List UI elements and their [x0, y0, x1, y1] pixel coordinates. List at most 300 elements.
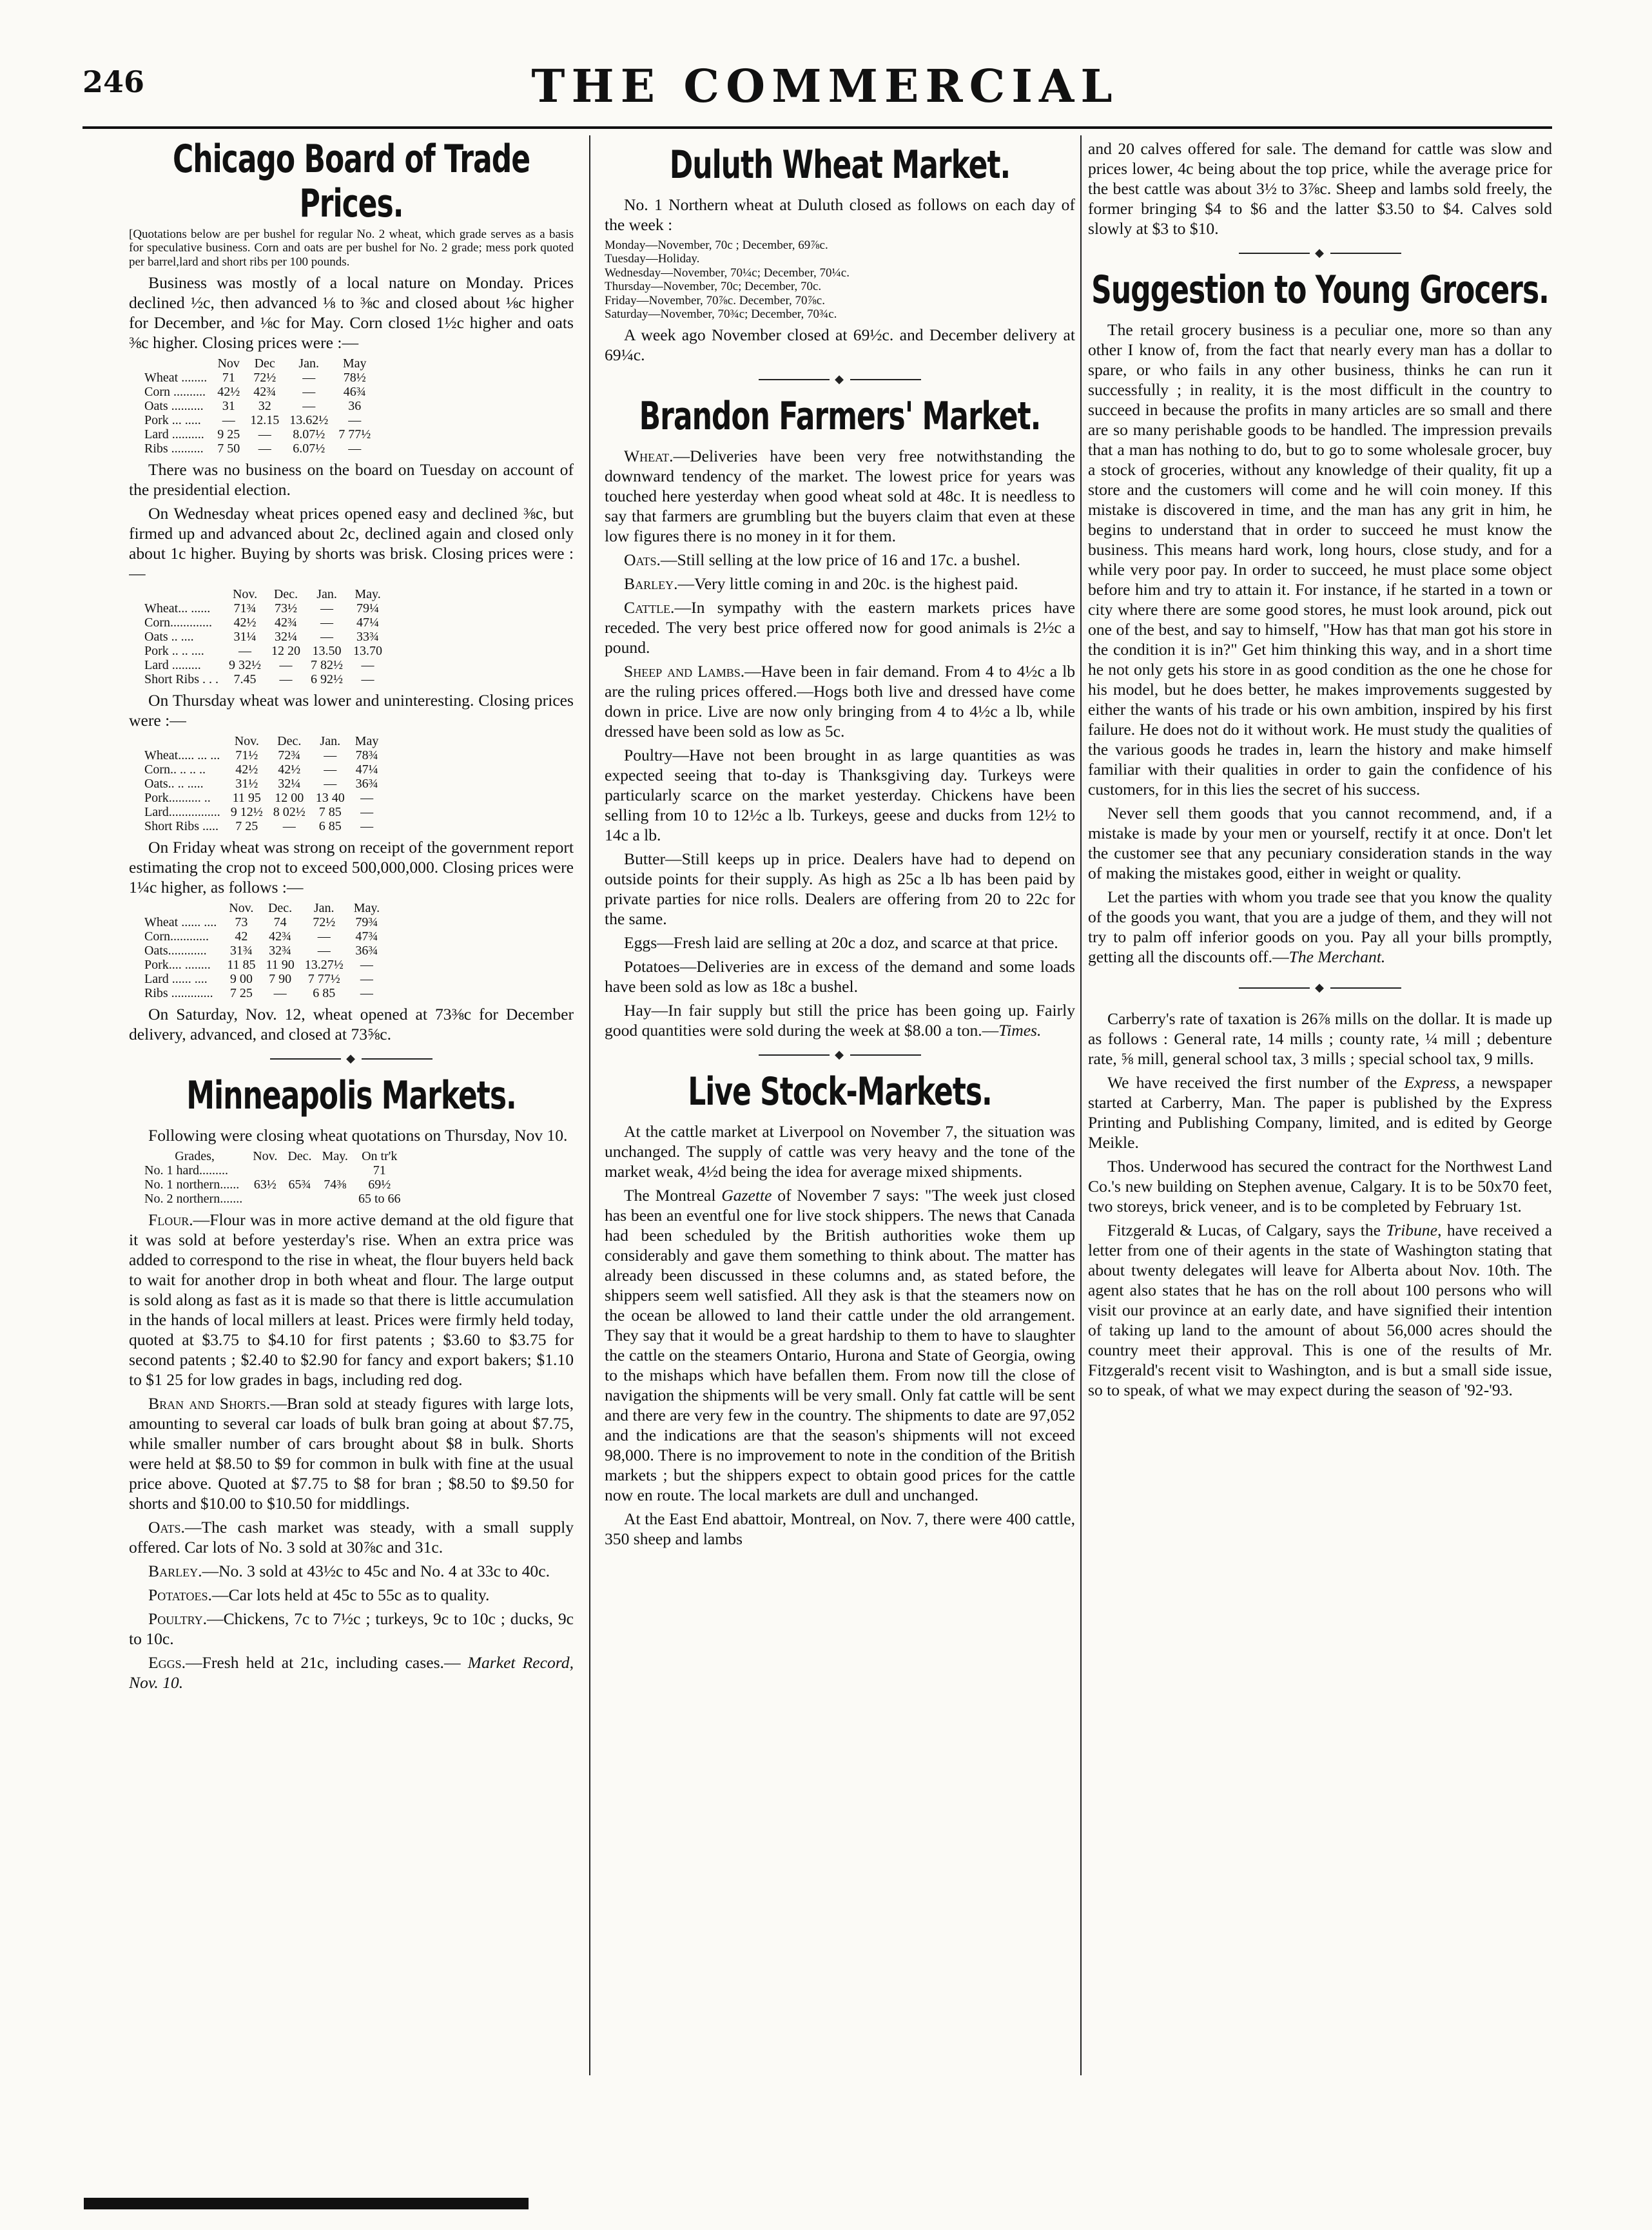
table-row [142, 986, 385, 1000]
headline-chicago: Chicago Board of Trade Prices. [172, 139, 530, 226]
source: Market Record, Nov. 10. [129, 1653, 574, 1692]
livestock-p2 [605, 1185, 1075, 1505]
column-header: Jan. [298, 356, 320, 371]
table-cell: 42½ [217, 385, 240, 400]
table-cell: 63½ [253, 1178, 277, 1192]
table-row [142, 819, 384, 833]
table-cell: — [324, 748, 337, 763]
table-cell: 47¾ [355, 929, 378, 944]
table-cell: — [282, 819, 296, 834]
table-cell: 7 82½ [311, 658, 344, 673]
text: —Chickens, 7c to 7½c ; turkeys, 9c to 10c ; ducks, 9c to 10c. [129, 1609, 574, 1649]
table-cell: 32¾ [269, 944, 292, 958]
table-cell: Lard .......... [144, 427, 204, 442]
column-header: May. [353, 901, 380, 916]
table-cell: Corn.. .. .. .. [144, 762, 206, 777]
brandon-hay [605, 1000, 1075, 1040]
table-row [142, 972, 385, 986]
label: Oats. [148, 1518, 185, 1537]
headline-duluth: Duluth Wheat Market. [669, 143, 1011, 188]
source: Times. [998, 1021, 1042, 1040]
table-row [142, 944, 385, 958]
list-item: Saturday—November, 70¾c; December, 70¾c. [605, 307, 837, 322]
table-cell: 72¾ [278, 748, 301, 763]
table-cell: Pork.... ........ [144, 958, 211, 973]
section-divider: ◆ [129, 1052, 574, 1065]
column-header: Nov. [232, 587, 258, 602]
table-cell: 7 25 [235, 819, 258, 834]
table-cell: 7 25 [229, 986, 253, 1001]
suggestion-p2: Never sell them goods that you cannot recommend, and, if a mistake is made by your men or yourself, rectify it at once. Don't let the customer see that any pecuniary consideration stands in the way of making the mistakes good, either in weight or quality. [1088, 804, 1552, 882]
column-header: Dec [254, 356, 275, 371]
table-cell: 65 to 66 [358, 1192, 401, 1207]
text: Let the parties with whom you trade see that you know the quality of the goods you want, that you are a judge of them, and they will not try to palm off inferior goods on you. Pay all your bills promptly, getting all the discounts off.— [1088, 887, 1552, 966]
table-row [142, 630, 387, 644]
table-cell: 42¾ [269, 929, 292, 944]
table-cell: 6 92½ [311, 672, 344, 687]
brandon-wheat [605, 446, 1075, 546]
publication: Express [1404, 1073, 1456, 1092]
table-cell: — [320, 601, 334, 616]
minneapolis-barley [129, 1561, 574, 1581]
minneapolis-eggs [129, 1653, 574, 1692]
table-cell: No. 1 northern...... [144, 1178, 240, 1192]
table-cell: 13.62½ [289, 413, 329, 428]
table-cell: 13 40 [315, 791, 345, 806]
table-cell [282, 1163, 316, 1178]
table-cell: 42½ [235, 762, 258, 777]
minneapolis-potatoes [129, 1585, 574, 1605]
table-row [142, 385, 376, 399]
table-row [142, 915, 385, 929]
table-cell: 73 [235, 915, 248, 930]
livestock-continued: and 20 calves offered for sale. The demand for cattle was slow and prices lower, 4c being about the top price, while the average price for the best cattle was about 3½ to 3⅞c. Sheep and lambs sold freely, the former bringing $4 to $6 and the latter $3.50 to $4. Calves sold slowly at $3 to $10. [1088, 139, 1552, 238]
column-header: Nov. [234, 734, 259, 749]
table-cell: Corn............. [144, 616, 212, 630]
table-cell: 46¾ [343, 385, 366, 400]
table-cell: 74⅜ [324, 1178, 347, 1192]
chicago-p3: On Wednesday wheat prices opened easy and declined ⅜c, but firmed up and advanced about 2c, declined again and closed only about 1c higher. Buying by shorts was brisk. Closing prices were :— [129, 504, 574, 583]
table-cell [248, 1163, 282, 1178]
livestock-p1: At the cattle market at Liverpool on November 7, the situation was unchanged. The supply of cattle was very heavy and the tone of the market weak, 4½d being the idea for average mixed shipments. [605, 1122, 1075, 1181]
table-cell: 72½ [313, 915, 336, 930]
table-cell: 42½ [233, 616, 257, 630]
table-cell: — [348, 441, 362, 456]
minneapolis-p1: Following were closing wheat quotations on Thursday, Nov 10. [148, 1126, 568, 1145]
table-row [142, 762, 384, 777]
table-cell: — [324, 777, 337, 791]
table-cell: — [320, 630, 334, 645]
table-cell: Pork .. .. .... [144, 644, 204, 659]
underwood-note: Thos. Underwood has secured the contract for the Northwest Land Co.'s new building on Stephen avenue, Calgary. It is to be 50x70 feet, two storeys, brick veneer, and is to be completed by February 1st. [1088, 1157, 1552, 1216]
price-table [142, 1149, 406, 1206]
column-header: Nov [217, 356, 240, 371]
table-row [142, 644, 387, 658]
table-cell: 32 [258, 399, 271, 414]
column-header: May [355, 734, 379, 749]
minneapolis-bran [129, 1393, 574, 1513]
table-cell: 8.07½ [293, 427, 326, 442]
table-cell: 9 32½ [229, 658, 262, 673]
table-cell: 71 [373, 1163, 386, 1178]
table-cell: Pork ... ..... [144, 413, 201, 428]
column-header: Nov. [253, 1149, 278, 1164]
table-cell: 32¼ [278, 777, 301, 791]
bottom-rule [84, 2198, 529, 2209]
brandon-sheep [605, 661, 1075, 741]
column-header: Grades, [175, 1149, 215, 1164]
table-row [142, 805, 384, 819]
label: Sheep and Lambs. [624, 662, 745, 681]
table-cell: 13.27½ [304, 958, 344, 973]
table-cell: 32¼ [275, 630, 298, 645]
table-row [142, 371, 376, 385]
table-cell: 47¼ [355, 762, 378, 777]
table-cell: — [273, 986, 287, 1001]
brandon-barley [605, 574, 1075, 594]
table-cell: 12 00 [275, 791, 304, 806]
table-cell: — [348, 413, 362, 428]
label: Potatoes. [148, 1585, 212, 1605]
column-header: Dec. [267, 901, 293, 916]
text: —Have been in fair demand. From 4 to 4½c a lb are the ruling prices offered.—Hogs both live and dressed have come down in price. Live are now only bringing from 4 to 4½c a lb, while dressed have been sold as low as 5c. [605, 662, 1075, 741]
text: —Still selling at the low price of 16 and 17c. a bushel. [660, 550, 1020, 570]
list-item: Tuesday—Holiday. [605, 252, 700, 266]
duluth-daily-list [605, 238, 1075, 321]
text: —The cash market was steady, with a small supply offered. Car lots of No. 3 sold at 30⅞c and 31c. [129, 1518, 574, 1557]
table-cell: — [302, 371, 316, 385]
price-table [142, 356, 376, 456]
price-table [142, 587, 387, 686]
express-note [1088, 1072, 1552, 1152]
chicago-p6: On Saturday, Nov. 12, wheat opened at 73⅜c for December delivery, advanced, and closed at 73⅝c. [129, 1005, 574, 1044]
table-cell: — [360, 958, 373, 973]
table-cell: 9 12½ [230, 805, 263, 820]
column-header: Dec. [287, 1149, 312, 1164]
brandon-potatoes: Potatoes—Deliveries are in excess of the demand and some loads have been sold as low as 18c a bushel. [605, 957, 1075, 996]
table-cell: — [361, 672, 374, 687]
table-cell: 8 02½ [273, 805, 306, 820]
label: Poultry. [148, 1609, 207, 1629]
label: Oats. [624, 550, 661, 570]
headline-livestock: Live Stock-Markets. [688, 1070, 992, 1115]
chicago-p5: On Friday wheat was strong on receipt of the government report estimating the crop not to exceed 500,000,000. Closing prices were 1¼c higher, as follows :— [129, 838, 574, 897]
table-header-row [142, 1149, 406, 1163]
table-cell: 7 90 [269, 972, 292, 987]
text: —Car lots held at 45c to 55c as to quality. [211, 1585, 490, 1605]
table-cell: Wheat ...... .... [144, 915, 217, 930]
table-cell [248, 1192, 282, 1206]
table-row [142, 791, 384, 805]
table-header-row [142, 587, 387, 601]
table-cell: 71 [222, 371, 235, 385]
table-cell: 31¾ [229, 944, 253, 958]
column-header [142, 734, 226, 748]
table-row [142, 929, 385, 944]
table-cell: 9 25 [217, 427, 240, 442]
table-row [142, 601, 387, 616]
table-cell: — [302, 399, 316, 414]
brandon-poultry: Poultry—Have not been brought in as large quantities as was expected seeing that to-day is Thanksgiving day. Turkeys were particularly scarce on the market yesterday. Chickens have been selling from 10 to 12½c a lb. Turkeys, geese and ducks from 12½ to 14c a lb. [605, 746, 1075, 845]
text: The Montreal [624, 1186, 722, 1205]
table-row [142, 958, 385, 972]
text: of November 7 says: "The week just closed has been an eventful one for live stock shippers. The news that Canada had been scheduled by the British authorities woke them up considerably and gave them something to think about. The matter has already been discussed in these columns and, as stated before, the shippers seem well satisfied. All they ask is that the steamers now on the ocean be allowed to land their cattle under the old arrangement. They say that it would be a great hardship to them to have to slaughter the cattle on the steamers Ontario, Hurona and State of Georgia, owing to the mishaps which have befallen them. From now till the close of navigation the shipments will be very small. Only fat cattle will be sent and there are very few in the country. The shipments to date are 97,052 and the indications are that the season's shipments will not exceed 98,000. There is no improvement to note in the condition of the British markets ; but the shippers expect to obtain good prices for the cattle now en route. The local markets are dull and unchanged. [605, 1186, 1075, 1505]
table-cell: Wheat... ...... [144, 601, 211, 616]
table-cell: 79¾ [355, 915, 378, 930]
list-item: Wednesday—November, 70¼c; December, 70¼c. [605, 266, 850, 280]
table-header-row [142, 734, 384, 748]
table-cell: 6 85 [318, 819, 342, 834]
source: The Merchant. [1288, 947, 1386, 966]
publication: Gazette [721, 1186, 772, 1205]
table-cell: 6.07½ [293, 441, 326, 456]
column-header: May. [322, 1149, 348, 1164]
table-cell: Pork.......... .. [144, 791, 211, 806]
column-header [142, 587, 224, 601]
table-row [142, 441, 376, 456]
table-cell: Corn .......... [144, 385, 206, 400]
label: Cattle. [624, 598, 675, 617]
table-cell: 42½ [278, 762, 301, 777]
table-cell: — [302, 385, 316, 400]
fitzgerald-note [1088, 1220, 1552, 1400]
brandon-oats [605, 550, 1075, 570]
table-row [142, 748, 384, 762]
table-row [142, 413, 376, 427]
table-row [142, 399, 376, 413]
table-cell: 13.70 [353, 644, 383, 659]
section-divider: ◆ [605, 373, 1075, 386]
table-cell: — [258, 441, 271, 456]
table-cell: 69½ [368, 1178, 391, 1192]
table-cell: Wheat ........ [144, 371, 208, 385]
table-cell: Wheat..... ... ... [144, 748, 220, 763]
masthead: THE COMMERCIAL [531, 59, 1119, 113]
table-cell: — [317, 929, 331, 944]
table-cell: 31½ [235, 777, 258, 791]
minneapolis-oats [129, 1517, 574, 1557]
table-cell: Oats .. .... [144, 630, 194, 645]
table-cell: 74 [273, 915, 287, 930]
table-row [142, 1178, 406, 1192]
table-cell: — [360, 986, 373, 1001]
table-row [142, 658, 387, 672]
table-cell: Oats .......... [144, 399, 204, 414]
column-header: Nov. [229, 901, 254, 916]
table-cell: Ribs ............. [144, 986, 213, 1001]
table-cell: 9 00 [229, 972, 253, 987]
column-rule [1080, 135, 1082, 2075]
headline-suggestion: Suggestion to Young Grocers. [1091, 268, 1549, 313]
column-header [142, 901, 222, 915]
table-cell: — [324, 762, 337, 777]
publication: Tribune [1386, 1221, 1438, 1239]
table-cell: No. 1 hard......... [144, 1163, 228, 1178]
table-cell: 42 [235, 929, 248, 944]
text: —In sympathy with the eastern markets prices have receded. The very best price offered now for good animals is 2½c a pound. [605, 598, 1075, 657]
table-cell: — [222, 413, 235, 428]
column-header: May [342, 356, 367, 371]
brandon-eggs: Eggs—Fresh laid are selling at 20c a doz, and scarce at that price. [624, 933, 1058, 953]
table-cell: — [360, 805, 374, 820]
minneapolis-poultry [129, 1609, 574, 1649]
text: —Flour was in more active demand at the old figure that it was sold at before yesterday's rise. When an extra price was added to correspond to the rise in wheat, the flour buyers held back to wait for another drop in both wheat and flour. The large output is sold along as fast as it is made so that there is little accumulation in the hands of local millers at least. Prices were firmly held today, quoted at $3.75 to $4.10 for first patents ; $3.60 to $3.75 for second patents ; $2.40 to $2.90 for fancy and export bakers; $1.10 to $1 25 for low grades in bags, including red dog. [129, 1210, 574, 1390]
table-cell: 33¾ [356, 630, 380, 645]
column-1 [129, 139, 574, 2146]
section-divider: ◆ [1088, 981, 1552, 994]
text: We have received the first number of the [1107, 1073, 1404, 1092]
table-cell [317, 1192, 353, 1206]
text: —Bran sold at steady figures with large lots, amounting to several car loads of bulk bran going at about $7.75, while smaller number of cars brought about $8 in bulk. Shorts were held at $8.50 to $9 for common in bulk with fine at the usual price above. Quoted at $7.75 to $8 for bran ; $8.50 to $9.50 for shorts and $10.00 to $10.50 for middlings. [129, 1394, 574, 1513]
column-header: May. [355, 587, 381, 602]
price-table [142, 901, 385, 1000]
table-cell: 11 85 [227, 958, 256, 973]
table-cell: — [317, 944, 331, 958]
table-cell: — [360, 819, 374, 834]
list-item: Monday—November, 70c ; December, 69⅞c. [605, 238, 828, 252]
column-rule [589, 135, 590, 2075]
table-cell: No. 2 northern....... [144, 1192, 243, 1207]
label: Bran and Shorts. [148, 1394, 271, 1413]
table-cell: 7 77½ [307, 972, 340, 987]
duluth-p1: No. 1 Northern wheat at Duluth closed as follows on each day of the week : [605, 195, 1075, 234]
table-cell: 11 90 [266, 958, 295, 973]
text: Hay—In fair supply but still the price has been going up. Fairly good quantities were sold during the week at $8.00 a ton.— [605, 1001, 1075, 1040]
label: Wheat. [624, 447, 674, 466]
label: Flour. [148, 1210, 193, 1230]
table-cell: Oats.. .. ..... [144, 777, 204, 791]
table-cell: Lard ...... .... [144, 972, 208, 987]
table-cell [282, 1192, 316, 1206]
table-cell: 31 [222, 399, 235, 414]
column-header: Jan. [316, 587, 337, 602]
table-row [142, 616, 387, 630]
table-row [142, 1163, 406, 1178]
livestock-p3: At the East End abattoir, Montreal, on Nov. 7, there were 400 cattle, 350 sheep and lambs [605, 1509, 1075, 1549]
list-item: Friday—November, 70⅞c. December, 70⅞c. [605, 293, 825, 307]
table-cell: 78¾ [355, 748, 378, 763]
suggestion-p1: The retail grocery business is a peculiar one, more so than any other I know of, from the fact that nearly every man has a dollar to spare, or who fails in any other business, thinks he can run it successfully ; in reality, it is the most difficult in the country to succeed in because the profits in many articles are so small and there are so many perishable goods to be handled. The impression prevails that a man has nothing to do, but to go to some wholesale grocer, buy a stock of groceries, without any knowledge of their quality, fit up a store and the customers will come and he will coin money. If this mistake is discovered in time, and the man has any grit in him, he begins to understand that in order to succeed he must know the business. This means hard work, long hours, close study, and for a while very poor pay. In order to succeed, he must place some object before him and try to attain it. For instance, if he started in a town or city where there are some good stores, he must look around, pick out one of the best, and say to himself, "How has that man got his store in the condition it is in?" Get him thinking this way, and in a short time he not only gets his store in as good condition as the one he chose for his model, but he does better, he makes improvements suggested by either the wants of his trade or his own ambition, inspired by his first failure. He does not do it without work. He must study the qualities of the various goods he trades in, learn the history and make himself familiar with their qualities in order to gain the confidence of his customers, for in this lies the secret of his success. [1088, 320, 1552, 799]
price-table [142, 734, 384, 833]
table-row [142, 1192, 406, 1206]
text: —Deliveries have been very free notwithstanding the downward tendency of the market. The lowest price for years was touched here yesterday when good wheat sold at 48c. It is needless to say that farmers are grumbling but the buyers claim that even at these low figures there is no money in it for them. [605, 447, 1075, 546]
section-divider: ◆ [1088, 246, 1552, 260]
table-cell: 13.50 [312, 644, 342, 659]
column-header: Dec. [273, 587, 298, 602]
chicago-note: [Quotations below are per bushel for regular No. 2 wheat, which grade serves as a basis for speculative business. Corn and oats are per bushel for No. 2 grade; mess pork quoted per barrel,lard and short ribs per 100 pounds. [129, 228, 574, 269]
table-cell: 78½ [343, 371, 366, 385]
text: , have received a letter from one of their agents in the state of Washington stating that about twenty delegates will leave for Alberta about Nov. 10th. The agent also states that he has on the roll about 100 persons who will visit our province at an early date, and have signified their intention of taking up land to the amount of about 56,000 acres should the country meet their approval. This is one of the results of Mr. Fitzgerald's recent visit to Washington, and is but a small side issue, so to speak, of what we may expect during the season of '92-'93. [1088, 1221, 1552, 1399]
table-cell: 12 20 [271, 644, 301, 659]
column-2 [605, 139, 1075, 2111]
table-cell [317, 1163, 353, 1178]
column-header [142, 356, 212, 371]
label: Eggs. [148, 1653, 186, 1672]
text: , a newspaper started at Carberry, Man. The paper is published by the Express Printing and Publishing Company, limited, and is edited by George Meikle. [1088, 1073, 1552, 1152]
carberry-note: Carberry's rate of taxation is 26⅞ mills on the dollar. It is made up as follows : General rate, 14 mills ; county rate, ¼ mill ; debenture rate, ⅝ mill, general school tax, 3 mills ; special school tax, 9 mills. [1088, 1009, 1552, 1068]
table-cell: 7 50 [217, 441, 240, 456]
header-rule [83, 126, 1552, 129]
table-row [142, 777, 384, 791]
headline-minneapolis: Minneapolis Markets. [186, 1074, 516, 1119]
section-divider: ◆ [605, 1048, 1075, 1062]
table-cell: 73½ [275, 601, 298, 616]
minneapolis-flour [129, 1210, 574, 1390]
column-header: On tr'k [362, 1149, 398, 1164]
table-cell: 47¼ [356, 616, 380, 630]
table-cell: 42¾ [275, 616, 298, 630]
table-cell: 36 [348, 399, 362, 414]
table-cell: 72½ [253, 371, 277, 385]
table-cell: 36¾ [355, 944, 378, 958]
page-number: 246 [83, 64, 145, 99]
table-cell: 65¾ [288, 1178, 311, 1192]
chicago-p1: Business was mostly of a local nature on Monday. Prices declined ½c, then advanced ⅛ to ⅜c and closed about ⅛c higher for December, and ⅛c for May. Corn closed 1½c higher and oats ⅜c higher. Closing prices were :— [129, 273, 574, 353]
text: —Fresh held at 21c, including cases.— [186, 1653, 461, 1672]
table-cell: 31¼ [233, 630, 257, 645]
brandon-butter: Butter—Still keeps up in price. Dealers have had to depend on outside points for their supply. As high as 25c a lb has been paid by private parties for nice rolls. Dealers are offering from 20 to 22c for the same. [605, 849, 1075, 929]
table-cell: — [258, 427, 271, 442]
table-cell: 7.45 [233, 672, 257, 687]
table-cell: — [279, 658, 293, 673]
table-cell: 6 85 [313, 986, 336, 1001]
table-cell: — [238, 644, 252, 659]
table-header-row [142, 356, 376, 371]
table-cell: Ribs .......... [144, 441, 204, 456]
chicago-p2: There was no business on the board on Tuesday on account of the presidential election. [129, 460, 574, 499]
table-cell: 42¾ [253, 385, 277, 400]
table-cell: Short Ribs . . . [144, 672, 219, 687]
column-3 [1088, 139, 1552, 2098]
headline-brandon: Brandon Farmers' Market. [639, 394, 1041, 440]
duluth-p2: A week ago November closed at 69½c. and December delivery at 69¼c. [605, 325, 1075, 365]
label: Barley. [624, 574, 678, 594]
suggestion-p3 [1088, 887, 1552, 967]
table-cell: 71¾ [233, 601, 257, 616]
column-header: Jan. [320, 734, 341, 749]
table-cell: 11 95 [232, 791, 261, 806]
text: —No. 3 sold at 43½c to 45c and No. 4 at 33c to 40c. [202, 1562, 550, 1581]
table-cell: 12.15 [250, 413, 280, 428]
table-cell: — [361, 658, 374, 673]
table-header-row [142, 901, 385, 915]
text: Fitzgerald & Lucas, of Calgary, says the [1107, 1221, 1386, 1239]
list-item: Thursday—November, 70c; December, 70c. [605, 280, 822, 294]
table-cell: — [360, 972, 373, 987]
chicago-p4: On Thursday wheat was lower and uninteresting. Closing prices were :— [129, 691, 574, 730]
table-cell: 79¼ [356, 601, 380, 616]
text: —Very little coming in and 20c. is the highest paid. [677, 574, 1018, 594]
label: Barley. [148, 1562, 202, 1581]
table-cell: Lard ......... [144, 658, 201, 673]
brandon-cattle [605, 597, 1075, 657]
table-cell: Corn............ [144, 929, 209, 944]
table-cell: Short Ribs ..... [144, 819, 219, 834]
column-header: Jan. [313, 901, 335, 916]
table-cell: — [279, 672, 293, 687]
table-row [142, 427, 376, 441]
table-cell: 71½ [235, 748, 258, 763]
table-cell: Lard................ [144, 805, 220, 820]
table-cell: — [320, 616, 334, 630]
table-cell: 7 77½ [338, 427, 371, 442]
table-cell: 7 85 [318, 805, 342, 820]
table-cell: — [360, 791, 374, 806]
table-row [142, 672, 387, 686]
table-cell: Oats............ [144, 944, 207, 958]
table-cell: 36¾ [355, 777, 378, 791]
column-header: Dec. [277, 734, 302, 749]
